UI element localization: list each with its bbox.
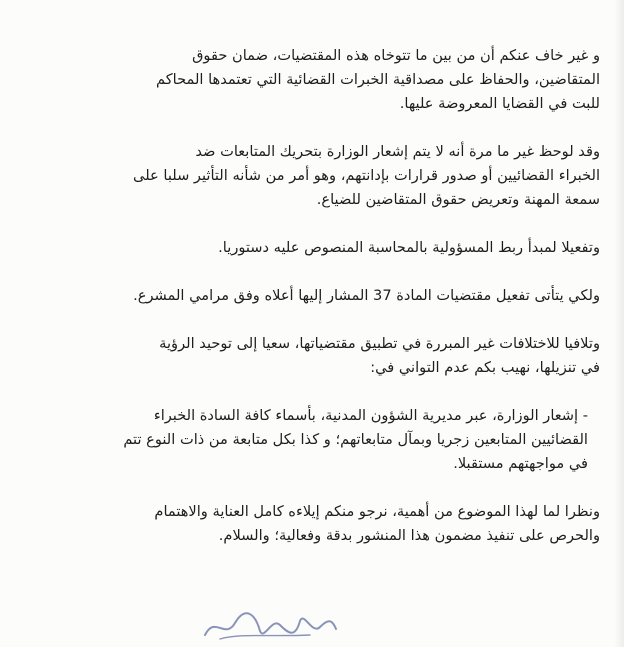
text-line: وتلافيا للاختلافات غير المبررة في تطبيق مقتضياتها، سعيا إلى توحيد الرؤية	[159, 335, 600, 352]
text-line: المتقاضين، والحفاظ على مصداقية الخبرات القضائية التي تعتمدها المحاكم	[155, 71, 600, 88]
paragraph-5	[40, 332, 600, 380]
signature-icon	[200, 605, 340, 645]
paragraph-3	[40, 236, 600, 260]
paragraph-4	[40, 284, 600, 308]
text-line: وتفعيلا لمبدأ ربط المسؤولية بالمحاسبة المنصوص عليه دستوريا.	[218, 239, 600, 256]
paragraph-7	[40, 500, 600, 548]
text-line: - إشعار الوزارة، عبر مديرية الشؤون المدنية، بأسماء كافة السادة الخبراء	[153, 407, 588, 424]
text-line: و غير خاف عنكم أن من بين ما تتوخاه هذه المقتضيات، ضمان حقوق	[192, 47, 600, 64]
text-line: وقد لوحظ غير ما مرة أنه لا يتم إشعار الوزارة بتحريك المتابعات ضد	[195, 143, 600, 160]
paragraph-6-bullet	[40, 404, 600, 476]
text-line: سمعة المهنة وتعريض حقوق المتقاضين للضياع.	[316, 191, 600, 208]
text-line: في مواجهتهم مستقبلا.	[453, 455, 588, 472]
text-line: ونظرا لما لهذا الموضوع من أهمية، نرجو منكم إيلاءه كامل العناية والاهتمام	[154, 503, 600, 520]
document-body	[40, 44, 600, 572]
text-line: الخبراء القضائيين أو صدور قرارات بإدانتهم، وهو أمر من شأنه التأثير سلبا على	[133, 167, 600, 184]
paragraph-2	[40, 140, 600, 212]
text-line: والحرص على تنفيذ مضمون هذا المنشور بدقة وفعالية؛ والسلام.	[218, 527, 600, 544]
text-line: ولكي يتأتى تفعيل مقتضيات المادة 37 المشار إليها أعلاه وفق مرامي المشرع.	[133, 287, 600, 304]
text-line: للبت في القضايا المعروضة عليها.	[399, 95, 600, 112]
text-line: القضائيين المتابعين زجريا وبمآل متابعاتهم؛ و كذا بكل متابعة من ذات النوع تتم	[123, 431, 588, 448]
text-line: في تنزيلها، نهيب بكم عدم التواني في:	[370, 359, 600, 376]
page-edge-shadow	[614, 0, 624, 647]
paragraph-1	[40, 44, 600, 116]
